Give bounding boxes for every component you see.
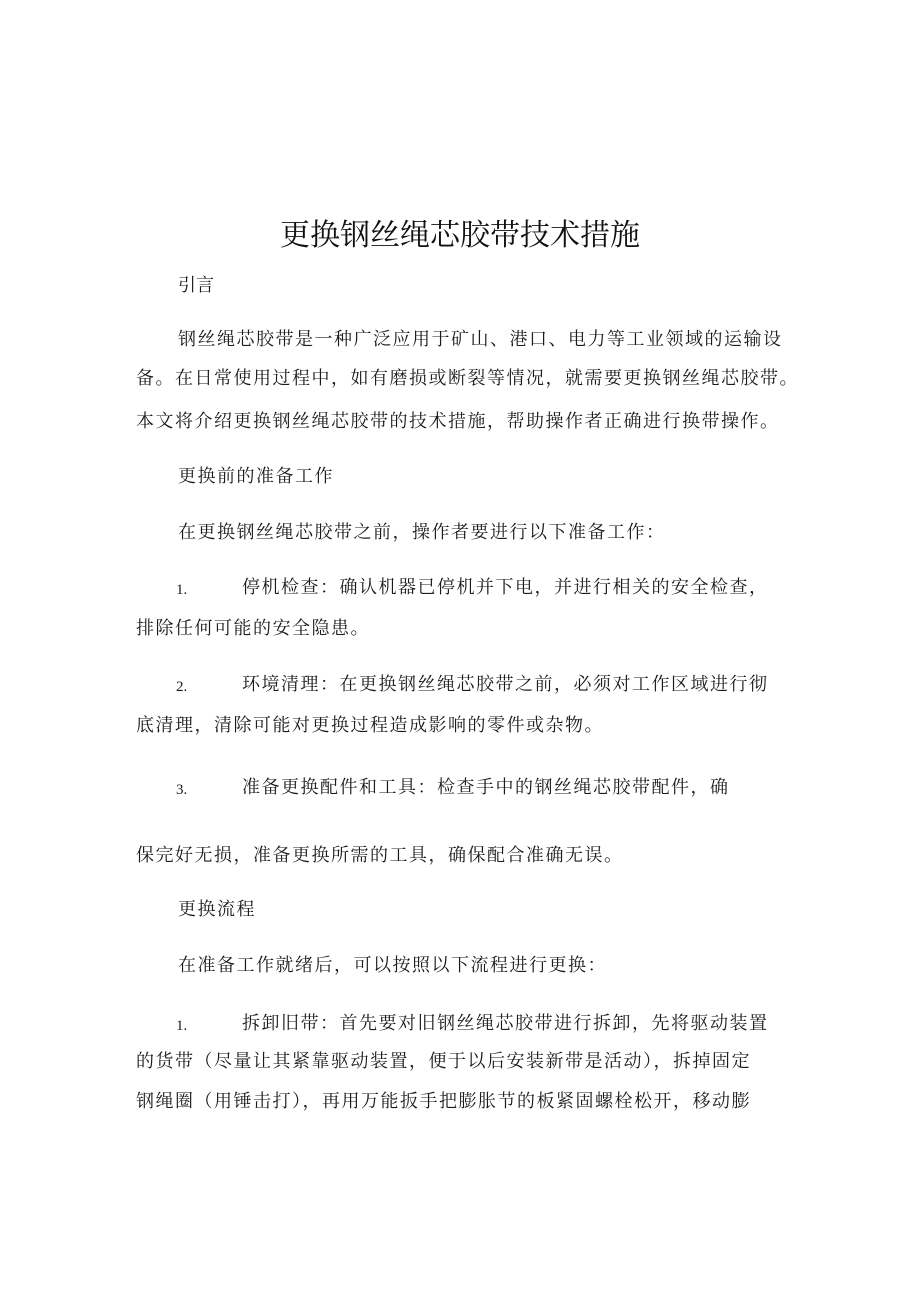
prep-lead: 在更换钢丝绳芯胶带之前，操作者要进行以下准备工作：	[178, 522, 666, 543]
prep-item-1-number: 1.	[176, 582, 188, 598]
intro-heading: 引言	[178, 275, 214, 296]
process-heading: 更换流程	[178, 899, 256, 920]
prep-item-1-line-2: 排除任何可能的安全隐患。	[136, 618, 370, 639]
intro-line-2: 备。在日常使用过程中，如有磨损或断裂等情况，就需要更换钢丝绳芯胶带。	[136, 368, 799, 389]
prep-item-3-number: 3.	[176, 782, 188, 798]
prep-item-2-line-2: 底清理，清除可能对更换过程造成影响的零件或杂物。	[136, 715, 604, 736]
prep-heading: 更换前的准备工作	[178, 466, 334, 487]
intro-line-3: 本文将介绍更换钢丝绳芯胶带的技术措施，帮助操作者正确进行换带操作。	[136, 411, 780, 432]
process-lead: 在准备工作就绪后，可以按照以下流程进行更换：	[178, 955, 607, 976]
process-item-1-line-2: 的货带（尽量让其紧靠驱动装置，便于以后安装新带是活动），拆掉固定	[136, 1051, 751, 1072]
prep-item-2-number: 2.	[176, 679, 188, 695]
document-title: 更换钢丝绳芯胶带技术措施	[280, 218, 640, 253]
process-item-1-number: 1.	[176, 1018, 188, 1034]
prep-item-1-line-1: 停机检查：确认机器已停机并下电，并进行相关的安全检查，	[242, 577, 769, 598]
intro-line-1: 钢丝绳芯胶带是一种广泛应用于矿山、港口、电力等工业领域的运输设	[178, 329, 783, 350]
prep-item-3-line-2: 保完好无损，准备更换所需的工具，确保配合准确无误。	[136, 845, 624, 866]
prep-item-3-line-1: 准备更换配件和工具：检查手中的钢丝绳芯胶带配件，确	[242, 777, 730, 798]
process-item-1-line-1: 拆卸旧带：首先要对旧钢丝绳芯胶带进行拆卸，先将驱动装置	[242, 1013, 769, 1034]
prep-item-2-line-1: 环境清理：在更换钢丝绳芯胶带之前，必须对工作区域进行彻	[242, 674, 769, 695]
process-item-1-line-3: 钢绳圈（用锤击打），再用万能扳手把膨胀节的板紧固螺栓松开，移动膨	[136, 1091, 751, 1112]
